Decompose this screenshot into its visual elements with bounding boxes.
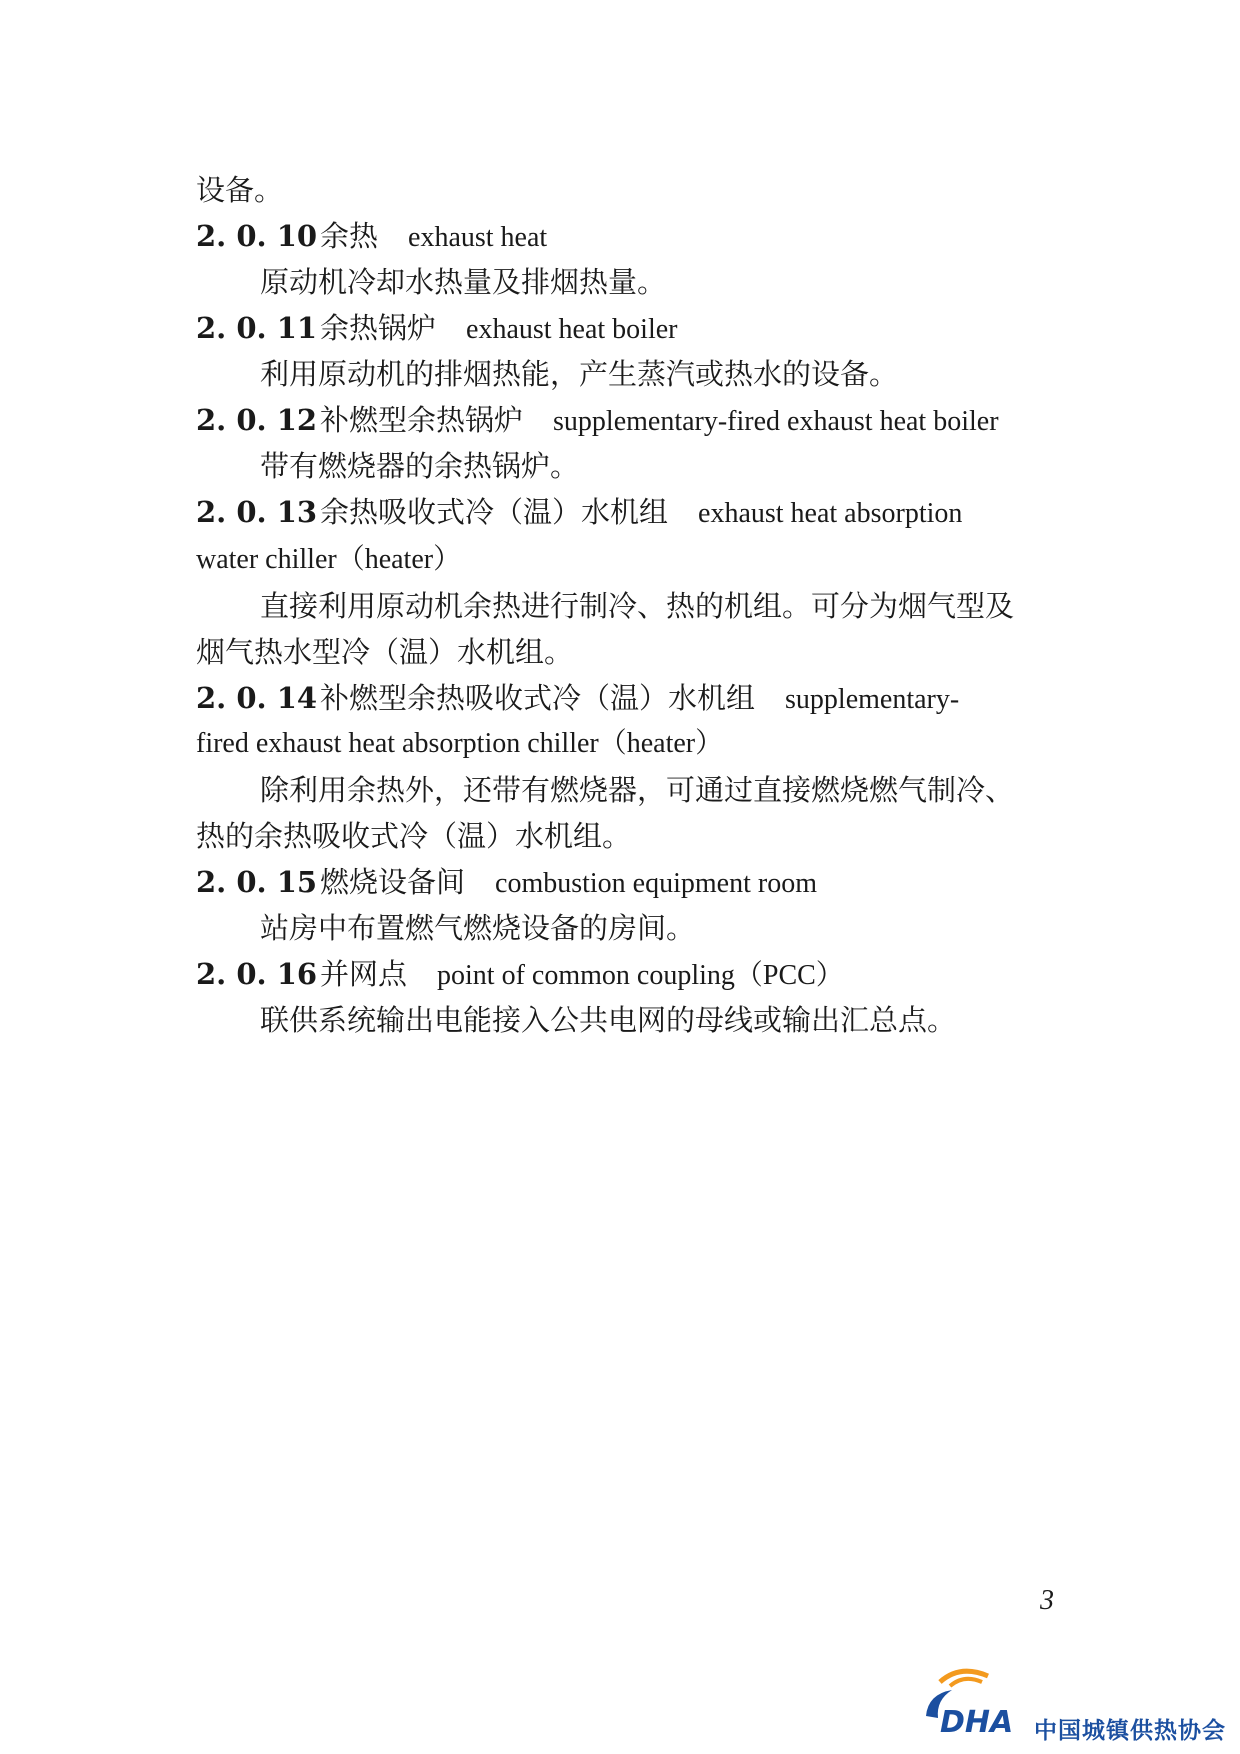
term-description: 站房中布置燃气燃烧设备的房间。 xyxy=(260,911,696,945)
association-name: 中国城镇供热协会 xyxy=(1034,1718,1226,1744)
term-entry-2-0-14 xyxy=(196,678,959,720)
logo-mark: DHA xyxy=(940,1705,1014,1740)
term-entry-2-0-13 xyxy=(196,492,962,534)
term-number: 2. 0. 15 xyxy=(196,865,318,899)
term-english: exhaust heat xyxy=(408,222,548,253)
term-description: 利用原动机的排烟热能，产生蒸汽或热水的设备。 xyxy=(260,357,899,391)
continuation-text: 设备。 xyxy=(196,173,284,207)
term-english: combustion equipment room xyxy=(495,868,817,899)
term-description: 原动机冷却水热量及排烟热量。 xyxy=(260,265,667,299)
term-number: 2. 0. 13 xyxy=(196,495,318,529)
term-description: 除利用余热外，还带有燃烧器，可通过直接燃烧燃气制冷、 xyxy=(260,773,1015,807)
term-chinese: 燃烧设备间 xyxy=(320,865,466,899)
logo-arc-icon xyxy=(950,1679,982,1686)
term-number: 2. 0. 12 xyxy=(196,403,318,437)
term-chinese: 补燃型余热吸收式冷（温）水机组 xyxy=(320,681,756,715)
term-english: exhaust heat absorption xyxy=(698,498,963,529)
term-chinese: 余热锅炉 xyxy=(320,311,437,345)
term-entry-2-0-12 xyxy=(196,400,999,442)
term-chinese: 补燃型余热锅炉 xyxy=(320,403,524,437)
term-number: 2. 0. 10 xyxy=(196,219,318,253)
term-entry-2-0-11 xyxy=(196,308,678,350)
term-number: 2. 0. 14 xyxy=(196,681,318,715)
term-entry-2-0-15 xyxy=(196,862,817,904)
term-chinese: 并网点 xyxy=(320,957,408,991)
term-english: supplementary- xyxy=(785,684,960,715)
term-entry-2-0-16 xyxy=(196,954,844,996)
term-entry-2-0-10 xyxy=(196,216,547,258)
term-description-continued: 热的余热吸收式冷（温）水机组。 xyxy=(196,819,632,853)
term-description: 带有燃烧器的余热锅炉。 xyxy=(260,449,580,483)
term-description: 联供系统输出电能接入公共电网的母线或输出汇总点。 xyxy=(260,1003,957,1037)
term-english: supplementary-fired exhaust heat boiler xyxy=(553,406,999,437)
term-english: exhaust heat boiler xyxy=(466,314,678,345)
term-description: 直接利用原动机余热进行制冷、热的机组。可分为烟气型及 xyxy=(260,589,1015,623)
term-number: 2. 0. 11 xyxy=(196,311,318,345)
term-english: point of common coupling（PCC） xyxy=(437,960,844,991)
term-number: 2. 0. 16 xyxy=(196,957,318,991)
term-english-continued: fired exhaust heat absorption chiller（heater） xyxy=(196,728,724,759)
term-chinese: 余热 xyxy=(320,219,379,253)
page-number: 3 xyxy=(1040,1585,1054,1616)
term-chinese: 余热吸收式冷（温）水机组 xyxy=(320,495,669,529)
term-english-continued: water chiller（heater） xyxy=(196,544,462,575)
term-description-continued: 烟气热水型冷（温）水机组。 xyxy=(196,635,574,669)
